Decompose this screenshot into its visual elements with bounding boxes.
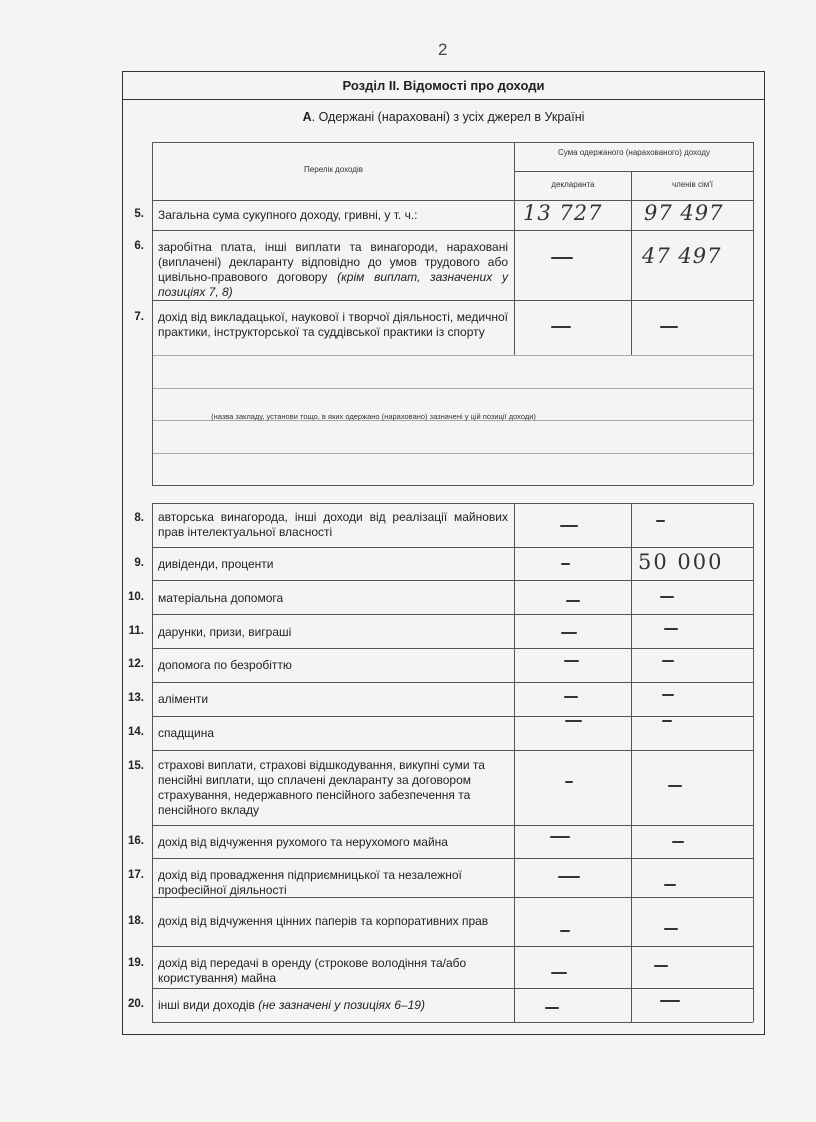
grid-vline: [631, 200, 632, 355]
row-5-label: Загальна сума сукупного доходу, гривні, у т. ч.:: [158, 208, 418, 222]
grid-vline: [753, 200, 754, 485]
grid-hline: [152, 355, 753, 356]
row-11-label: дарунки, призи, виграші: [158, 625, 292, 639]
grid-hline: [152, 716, 753, 717]
row-9-label: дивіденди, проценти: [158, 557, 274, 571]
grid-vline: [514, 503, 515, 1022]
row-6-family-value: 47 497: [642, 244, 722, 268]
page-number: 2: [438, 40, 448, 59]
row-19-label: дохід від передачі в оренду (строкове володіння та/або користування) майна: [158, 956, 467, 985]
grid-hline: [152, 485, 753, 486]
header-income-list: Перелік доходів: [304, 165, 363, 174]
row-6-text: заробітна плата, інші виплати та винагороди, нараховані (виплачені) декларанту відповідно до умов трудового або цивільно-правового договору: [158, 240, 508, 284]
grid-vline: [631, 503, 632, 1022]
subsection-text: . Одержані (нараховані) з усіх джерел в Україні: [311, 110, 585, 124]
row-11-declarant-dash: [561, 632, 577, 634]
row-number: 14.: [128, 726, 144, 738]
grid-hline: [152, 988, 753, 989]
grid-hline: [152, 230, 753, 231]
row-number: 7.: [134, 311, 144, 323]
grid-vline: [152, 503, 153, 1022]
row-13-family-dash: [662, 694, 674, 696]
grid-hline: [152, 388, 753, 389]
row-number: 20.: [128, 998, 144, 1010]
subsection-letter: А: [302, 110, 312, 124]
row-5-declarant-value: 13 727: [523, 201, 603, 225]
grid-hline: [152, 547, 753, 548]
row-20-label: [158, 998, 508, 1013]
row-12-declarant-dash: [564, 660, 579, 662]
grid-hline: [152, 825, 753, 826]
row-20-text: інші види доходів: [158, 998, 255, 1012]
row-9-family-value: 50 000: [638, 550, 724, 574]
row-number: 6.: [134, 240, 144, 252]
row-11-family-dash: [664, 628, 678, 630]
row-18-family-dash: [664, 928, 678, 930]
row-20-note: (не зазначені у позиціях 6–19): [258, 998, 425, 1012]
row-17-declarant-dash: [558, 876, 580, 878]
row-14-declarant-dash: [565, 720, 582, 722]
row-number: 10.: [128, 591, 144, 603]
row-7-label: дохід від викладацької, наукової і творчої діяльності, медичної практики, інструкторської та суддівської практики із спорту: [158, 310, 508, 339]
row-15-family-dash: [668, 785, 682, 787]
row-number: 18.: [128, 915, 144, 927]
row-number: 11.: [128, 625, 144, 637]
row-9-declarant-dash: [561, 563, 570, 565]
grid-hline: [152, 453, 753, 454]
row-17-family-dash: [664, 884, 676, 886]
grid-hline: [152, 682, 753, 683]
row-number: 12.: [128, 658, 144, 670]
row-number: 9.: [134, 557, 144, 569]
grid-hline: [152, 503, 753, 504]
grid-vline: [514, 200, 515, 355]
row-16-family-dash: [672, 841, 684, 843]
header-declarant: декларанта: [551, 180, 595, 189]
grid-hline: [152, 142, 753, 143]
row-18-declarant-dash: [560, 930, 570, 932]
row-number: 17.: [128, 869, 144, 881]
row-number: 16.: [128, 835, 144, 847]
grid-hline: [152, 580, 753, 581]
row-5-family-value: 97 497: [644, 201, 724, 225]
header-amount: Сума одержаного (нарахованого) доходу: [557, 148, 710, 157]
row-number: 15.: [128, 760, 144, 772]
row-16-label: дохід від відчуження рухомого та нерухомого майна: [158, 835, 448, 849]
header-family: членів сім'ї: [672, 180, 713, 189]
row-14-label: спадщина: [158, 726, 215, 740]
row-6-label: [158, 240, 508, 300]
row-number: 5.: [134, 208, 144, 220]
grid-vline: [753, 142, 754, 200]
row-6-note: (крім виплат, зазначених у позиціях 7, 8): [158, 270, 508, 299]
row-19-declarant-dash: [551, 972, 567, 974]
row-10-family-dash: [660, 596, 674, 598]
row-number: 13.: [128, 692, 144, 704]
row-15-label: страхові виплати, страхові відшкодування, викупні суми та пенсійні виплати, що сплачені декларанту за договором страхування, недержавного пенсійного забезпечення та пенсійного вкладу: [158, 758, 485, 817]
grid-hline: [152, 946, 753, 947]
grid-vline: [753, 503, 754, 1022]
row-8-declarant-dash: [560, 525, 578, 527]
grid-hline: [152, 1022, 753, 1023]
grid-hline: [152, 750, 753, 751]
row-12-family-dash: [662, 660, 674, 662]
row-15-declarant-dash: [565, 781, 573, 783]
grid-hline: [152, 858, 753, 859]
row-18-label: дохід від відчуження цінних паперів та корпоративних прав: [158, 914, 489, 928]
row-13-declarant-dash: [564, 696, 578, 698]
grid-vline: [152, 200, 153, 485]
row-20-family-dash: [660, 1000, 680, 1002]
subsection-title: [123, 110, 764, 124]
grid-hline: [152, 300, 753, 301]
row-7-family-dash: [660, 326, 678, 328]
row-10-label: матеріальна допомога: [158, 591, 284, 605]
row-13-label: аліменти: [158, 692, 209, 706]
row-number: 19.: [128, 957, 144, 969]
row-7-declarant-dash: [551, 326, 571, 328]
row-8-label: авторська винагорода, інші доходи від реалізації майнових прав інтелектуальної власності: [158, 510, 508, 539]
grid-hline: [152, 614, 753, 615]
row-8-family-dash: [656, 520, 665, 522]
row-20-declarant-dash: [545, 1007, 559, 1009]
grid-hline: [152, 648, 753, 649]
row-17-label: дохід від провадження підприємницької та незалежної професійної діяльності: [158, 868, 462, 897]
row-14-family-dash: [662, 720, 672, 722]
institution-caption: (назва закладу, установи тощо, в яких одержано (нараховано) зазначені у цій позиції доходи): [211, 412, 536, 421]
grid-hline: [514, 171, 753, 172]
row-19-family-dash: [654, 965, 668, 967]
row-16-declarant-dash: [550, 836, 570, 838]
row-12-label: допомога по безробіттю: [158, 658, 292, 672]
row-number: 8.: [134, 512, 144, 524]
row-6-declarant-dash: [551, 257, 573, 259]
row-10-declarant-dash: [566, 600, 580, 602]
section-title: Розділ ІІ. Відомості про доходи: [123, 72, 764, 100]
